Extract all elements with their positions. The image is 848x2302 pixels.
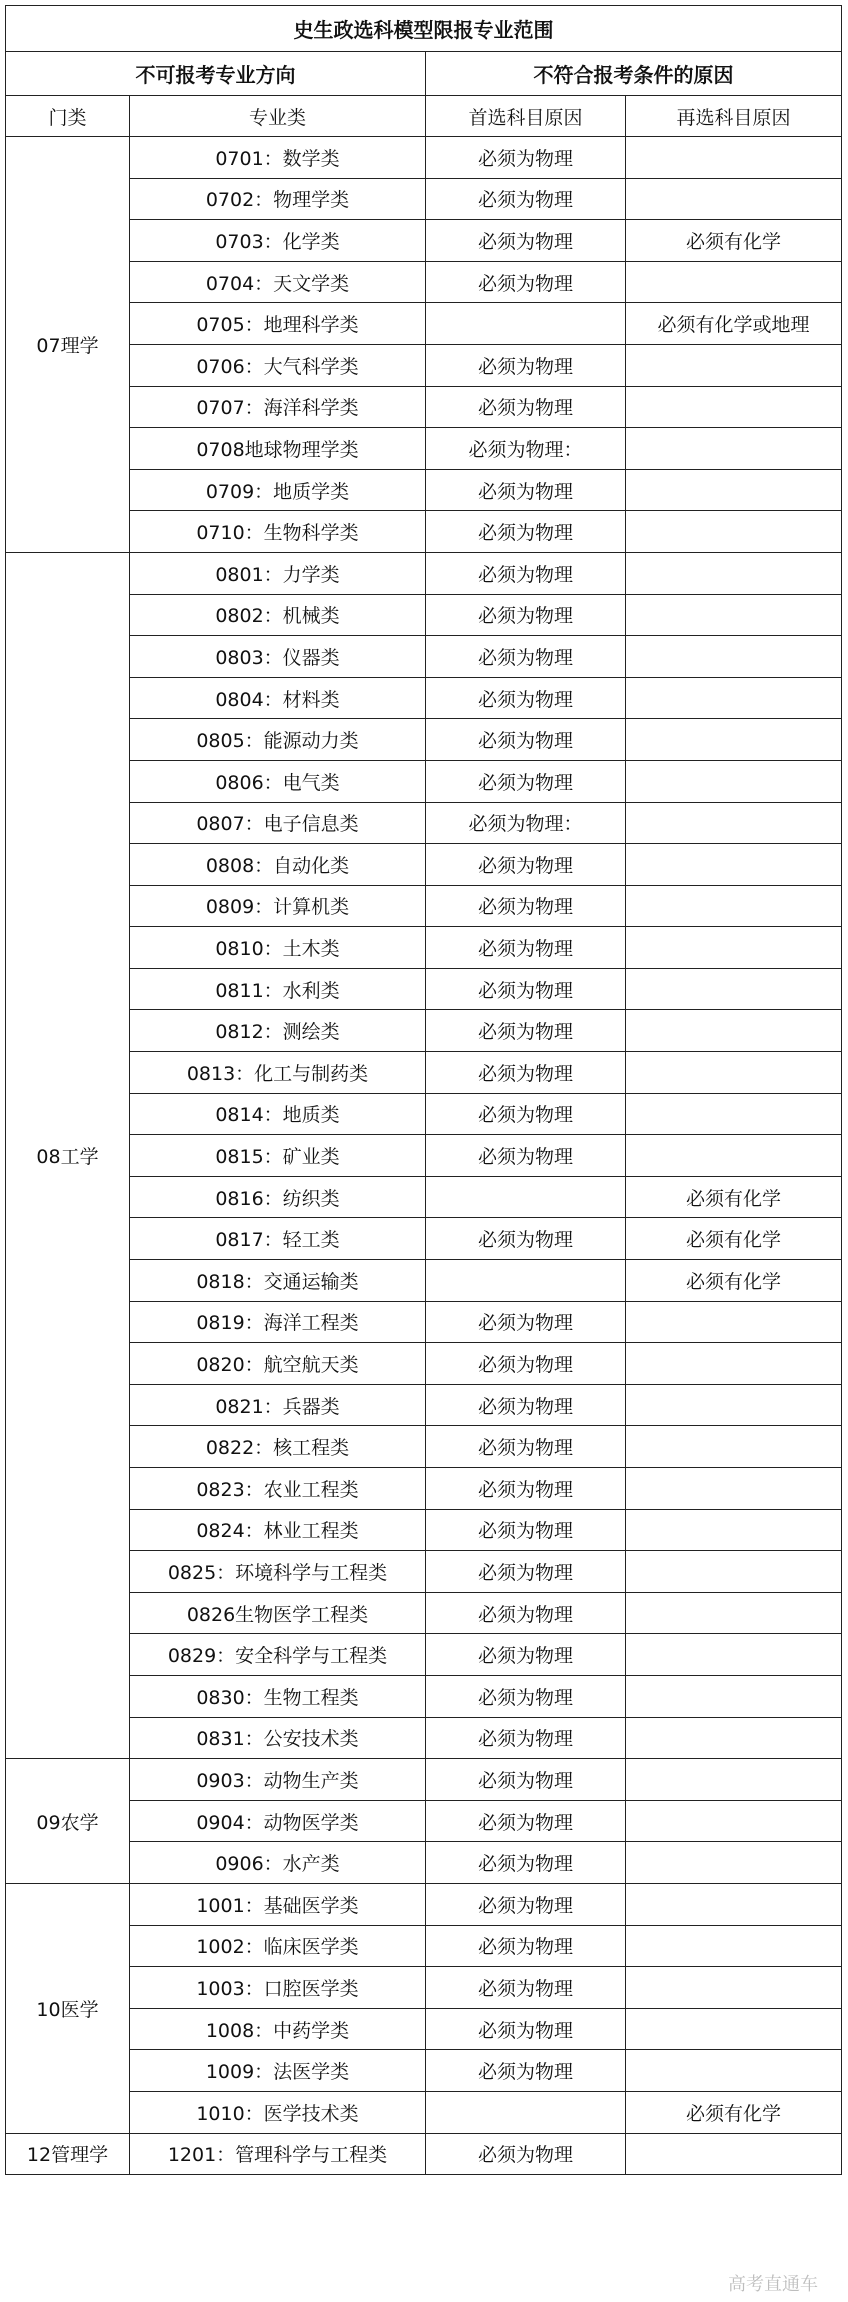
table-row	[6, 1010, 842, 1052]
major-cell: 0806：电气类	[130, 760, 426, 802]
first-reason-cell: 必须为物理	[426, 1218, 626, 1260]
major-cell: 0709：地质学类	[130, 469, 426, 511]
major-cell: 0831：公安技术类	[130, 1717, 426, 1759]
first-reason-cell: 必须为物理	[426, 1135, 626, 1177]
major-cell: 0823：农业工程类	[130, 1468, 426, 1510]
first-reason-cell	[426, 2091, 626, 2133]
second-reason-cell	[626, 1759, 842, 1801]
major-cell: 0703：化学类	[130, 220, 426, 262]
table-row	[6, 137, 842, 179]
major-cell: 1008：中药学类	[130, 2008, 426, 2050]
major-cell: 0814：地质类	[130, 1093, 426, 1135]
second-reason-cell	[626, 1093, 842, 1135]
second-reason-cell	[626, 2133, 842, 2175]
first-reason-cell: 必须为物理	[426, 2050, 626, 2092]
first-reason-cell: 必须为物理	[426, 1800, 626, 1842]
major-cell: 0708地球物理学类	[130, 428, 426, 470]
first-reason-cell: 必须为物理	[426, 220, 626, 262]
first-reason-cell: 必须为物理	[426, 137, 626, 179]
first-reason-cell: 必须为物理	[426, 1010, 626, 1052]
table-row	[6, 594, 842, 636]
table-row	[6, 1093, 842, 1135]
first-reason-cell: 必须为物理	[426, 1468, 626, 1510]
first-reason-cell: 必须为物理	[426, 1301, 626, 1343]
second-reason-cell	[626, 1135, 842, 1177]
major-cell: 0809：计算机类	[130, 885, 426, 927]
second-reason-cell	[626, 1301, 842, 1343]
first-reason-cell: 必须为物理	[426, 1675, 626, 1717]
second-reason-cell	[626, 719, 842, 761]
second-reason-cell	[626, 1967, 842, 2009]
major-cell: 0829：安全科学与工程类	[130, 1634, 426, 1676]
first-reason-cell: 必须为物理	[426, 178, 626, 220]
major-cell: 0707：海洋科学类	[130, 386, 426, 428]
first-reason-cell: 必须为物理	[426, 1093, 626, 1135]
second-reason-cell	[626, 1010, 842, 1052]
table-row	[6, 1592, 842, 1634]
major-cell: 1010：医学技术类	[130, 2091, 426, 2133]
major-cell: 0701：数学类	[130, 137, 426, 179]
second-reason-cell	[626, 927, 842, 969]
second-reason-cell	[626, 885, 842, 927]
table-row	[6, 1135, 842, 1177]
first-reason-cell: 必须为物理	[426, 1925, 626, 1967]
second-reason-cell: 必须有化学	[626, 1260, 842, 1302]
major-cell: 0810：土木类	[130, 927, 426, 969]
first-reason-cell: 必须为物理	[426, 719, 626, 761]
table-row	[6, 1800, 842, 1842]
second-reason-cell	[626, 2050, 842, 2092]
major-cell: 0802：机械类	[130, 594, 426, 636]
table-row	[6, 1426, 842, 1468]
table-row	[6, 1468, 842, 1510]
second-reason-cell	[626, 344, 842, 386]
first-reason-cell: 必须为物理	[426, 1967, 626, 2009]
table-row	[6, 428, 842, 470]
second-reason-cell	[626, 511, 842, 553]
col-header-major: 专业类	[130, 96, 426, 137]
first-reason-cell: 必须为物理	[426, 1883, 626, 1925]
second-reason-cell: 必须有化学	[626, 2091, 842, 2133]
second-reason-cell	[626, 1883, 842, 1925]
major-cell: 1009：法医学类	[130, 2050, 426, 2092]
second-reason-cell	[626, 677, 842, 719]
second-reason-cell	[626, 137, 842, 179]
category-cell: 09农学	[6, 1759, 130, 1884]
category-cell: 08工学	[6, 552, 130, 1758]
table-row	[6, 1883, 842, 1925]
second-reason-cell	[626, 2008, 842, 2050]
second-reason-cell	[626, 1925, 842, 1967]
second-reason-cell	[626, 1384, 842, 1426]
group-header-row	[6, 52, 842, 96]
major-cell: 0702：物理学类	[130, 178, 426, 220]
first-reason-cell	[426, 303, 626, 345]
second-reason-cell: 必须有化学或地理	[626, 303, 842, 345]
second-reason-cell	[626, 1509, 842, 1551]
first-reason-cell: 必须为物理	[426, 1759, 626, 1801]
table-row	[6, 927, 842, 969]
second-reason-cell	[626, 386, 842, 428]
second-reason-cell	[626, 1426, 842, 1468]
second-reason-cell	[626, 1634, 842, 1676]
major-cell: 0825：环境科学与工程类	[130, 1551, 426, 1593]
first-reason-cell: 必须为物理	[426, 885, 626, 927]
table-row	[6, 1509, 842, 1551]
table-row	[6, 178, 842, 220]
first-reason-cell: 必须为物理：	[426, 802, 626, 844]
table-row	[6, 1176, 842, 1218]
first-reason-cell: 必须为物理	[426, 1426, 626, 1468]
first-reason-cell	[426, 1176, 626, 1218]
table-row	[6, 2050, 842, 2092]
table-row	[6, 1343, 842, 1385]
first-reason-cell: 必须为物理	[426, 511, 626, 553]
majors-table	[5, 5, 842, 2175]
major-cell: 0820：航空航天类	[130, 1343, 426, 1385]
table-row	[6, 677, 842, 719]
col-header-category: 门类	[6, 96, 130, 137]
second-reason-cell	[626, 1468, 842, 1510]
first-reason-cell: 必须为物理	[426, 1634, 626, 1676]
table-row	[6, 511, 842, 553]
major-cell: 0710：生物科学类	[130, 511, 426, 553]
table-row	[6, 1301, 842, 1343]
first-reason-cell: 必须为物理	[426, 1717, 626, 1759]
first-reason-cell: 必须为物理	[426, 760, 626, 802]
table-row	[6, 636, 842, 678]
major-cell: 1201：管理科学与工程类	[130, 2133, 426, 2175]
second-reason-cell	[626, 760, 842, 802]
title-row	[6, 6, 842, 52]
col-header-second: 再选科目原因	[626, 96, 842, 137]
second-reason-cell	[626, 594, 842, 636]
major-cell: 0906：水产类	[130, 1842, 426, 1884]
major-cell: 0815：矿业类	[130, 1135, 426, 1177]
table-row	[6, 220, 842, 262]
table-row	[6, 844, 842, 886]
table-row	[6, 1675, 842, 1717]
table-row	[6, 2133, 842, 2175]
category-cell: 12管理学	[6, 2133, 130, 2175]
second-reason-cell	[626, 1551, 842, 1593]
second-reason-cell	[626, 636, 842, 678]
category-cell: 07理学	[6, 137, 130, 553]
major-cell: 0801：力学类	[130, 552, 426, 594]
table-row	[6, 1925, 842, 1967]
first-reason-cell: 必须为物理	[426, 261, 626, 303]
first-reason-cell: 必须为物理	[426, 636, 626, 678]
first-reason-cell: 必须为物理	[426, 2133, 626, 2175]
first-reason-cell: 必须为物理	[426, 1842, 626, 1884]
table-row	[6, 719, 842, 761]
major-cell: 0817：轻工类	[130, 1218, 426, 1260]
first-reason-cell: 必须为物理	[426, 1509, 626, 1551]
category-cell: 10医学	[6, 1883, 130, 2133]
table-row	[6, 2008, 842, 2050]
second-reason-cell	[626, 844, 842, 886]
major-cell: 0803：仪器类	[130, 636, 426, 678]
first-reason-cell: 必须为物理	[426, 469, 626, 511]
table-row	[6, 386, 842, 428]
first-reason-cell: 必须为物理	[426, 968, 626, 1010]
table-row	[6, 303, 842, 345]
first-reason-cell: 必须为物理	[426, 1052, 626, 1094]
table-row	[6, 1052, 842, 1094]
second-reason-cell	[626, 178, 842, 220]
major-cell: 0826生物医学工程类	[130, 1592, 426, 1634]
major-cell: 1001：基础医学类	[130, 1883, 426, 1925]
major-cell: 0821：兵器类	[130, 1384, 426, 1426]
first-reason-cell	[426, 1260, 626, 1302]
table-row	[6, 802, 842, 844]
second-reason-cell	[626, 552, 842, 594]
table-row	[6, 1967, 842, 2009]
right-group-header: 不符合报考条件的原因	[426, 52, 842, 96]
table-row	[6, 2091, 842, 2133]
second-reason-cell: 必须有化学	[626, 1218, 842, 1260]
major-cell: 0811：水利类	[130, 968, 426, 1010]
major-cell: 0903：动物生产类	[130, 1759, 426, 1801]
second-reason-cell	[626, 1592, 842, 1634]
major-cell: 0822：核工程类	[130, 1426, 426, 1468]
major-cell: 0818：交通运输类	[130, 1260, 426, 1302]
major-cell: 0805：能源动力类	[130, 719, 426, 761]
major-cell: 1002：临床医学类	[130, 1925, 426, 1967]
major-cell: 0704：天文学类	[130, 261, 426, 303]
watermark: 高考直通车	[728, 2274, 818, 2295]
table-row	[6, 261, 842, 303]
second-reason-cell	[626, 1717, 842, 1759]
major-cell: 0904：动物医学类	[130, 1800, 426, 1842]
first-reason-cell: 必须为物理	[426, 927, 626, 969]
major-cell: 0705：地理科学类	[130, 303, 426, 345]
table-row	[6, 1759, 842, 1801]
second-reason-cell	[626, 261, 842, 303]
second-reason-cell: 必须有化学	[626, 220, 842, 262]
second-reason-cell	[626, 802, 842, 844]
first-reason-cell: 必须为物理	[426, 1384, 626, 1426]
major-cell: 0830：生物工程类	[130, 1675, 426, 1717]
major-cell: 1003：口腔医学类	[130, 1967, 426, 2009]
second-reason-cell	[626, 469, 842, 511]
table-row	[6, 760, 842, 802]
second-reason-cell	[626, 968, 842, 1010]
major-cell: 0808：自动化类	[130, 844, 426, 886]
second-reason-cell	[626, 1842, 842, 1884]
table-row	[6, 885, 842, 927]
first-reason-cell: 必须为物理：	[426, 428, 626, 470]
second-reason-cell	[626, 428, 842, 470]
table-row	[6, 1384, 842, 1426]
table-row	[6, 469, 842, 511]
table-row	[6, 1218, 842, 1260]
table-row	[6, 1842, 842, 1884]
first-reason-cell: 必须为物理	[426, 344, 626, 386]
major-cell: 0706：大气科学类	[130, 344, 426, 386]
second-reason-cell	[626, 1800, 842, 1842]
major-cell: 0812：测绘类	[130, 1010, 426, 1052]
table-row	[6, 1634, 842, 1676]
table-row	[6, 552, 842, 594]
table-row	[6, 344, 842, 386]
second-reason-cell	[626, 1675, 842, 1717]
second-reason-cell	[626, 1052, 842, 1094]
major-cell: 0824：林业工程类	[130, 1509, 426, 1551]
first-reason-cell: 必须为物理	[426, 594, 626, 636]
col-header-first: 首选科目原因	[426, 96, 626, 137]
table-row	[6, 1551, 842, 1593]
second-reason-cell: 必须有化学	[626, 1176, 842, 1218]
table-title: 史生政选科模型限报专业范围	[6, 6, 842, 52]
major-cell: 0813：化工与制药类	[130, 1052, 426, 1094]
left-group-header: 不可报考专业方向	[6, 52, 426, 96]
first-reason-cell: 必须为物理	[426, 552, 626, 594]
first-reason-cell: 必须为物理	[426, 386, 626, 428]
first-reason-cell: 必须为物理	[426, 2008, 626, 2050]
table-row	[6, 968, 842, 1010]
column-header-row	[6, 96, 842, 137]
major-cell: 0804：材料类	[130, 677, 426, 719]
table-row	[6, 1717, 842, 1759]
second-reason-cell	[626, 1343, 842, 1385]
first-reason-cell: 必须为物理	[426, 1551, 626, 1593]
first-reason-cell: 必须为物理	[426, 1592, 626, 1634]
first-reason-cell: 必须为物理	[426, 844, 626, 886]
first-reason-cell: 必须为物理	[426, 1343, 626, 1385]
first-reason-cell: 必须为物理	[426, 677, 626, 719]
major-cell: 0819：海洋工程类	[130, 1301, 426, 1343]
major-cell: 0807：电子信息类	[130, 802, 426, 844]
table-row	[6, 1260, 842, 1302]
major-cell: 0816：纺织类	[130, 1176, 426, 1218]
